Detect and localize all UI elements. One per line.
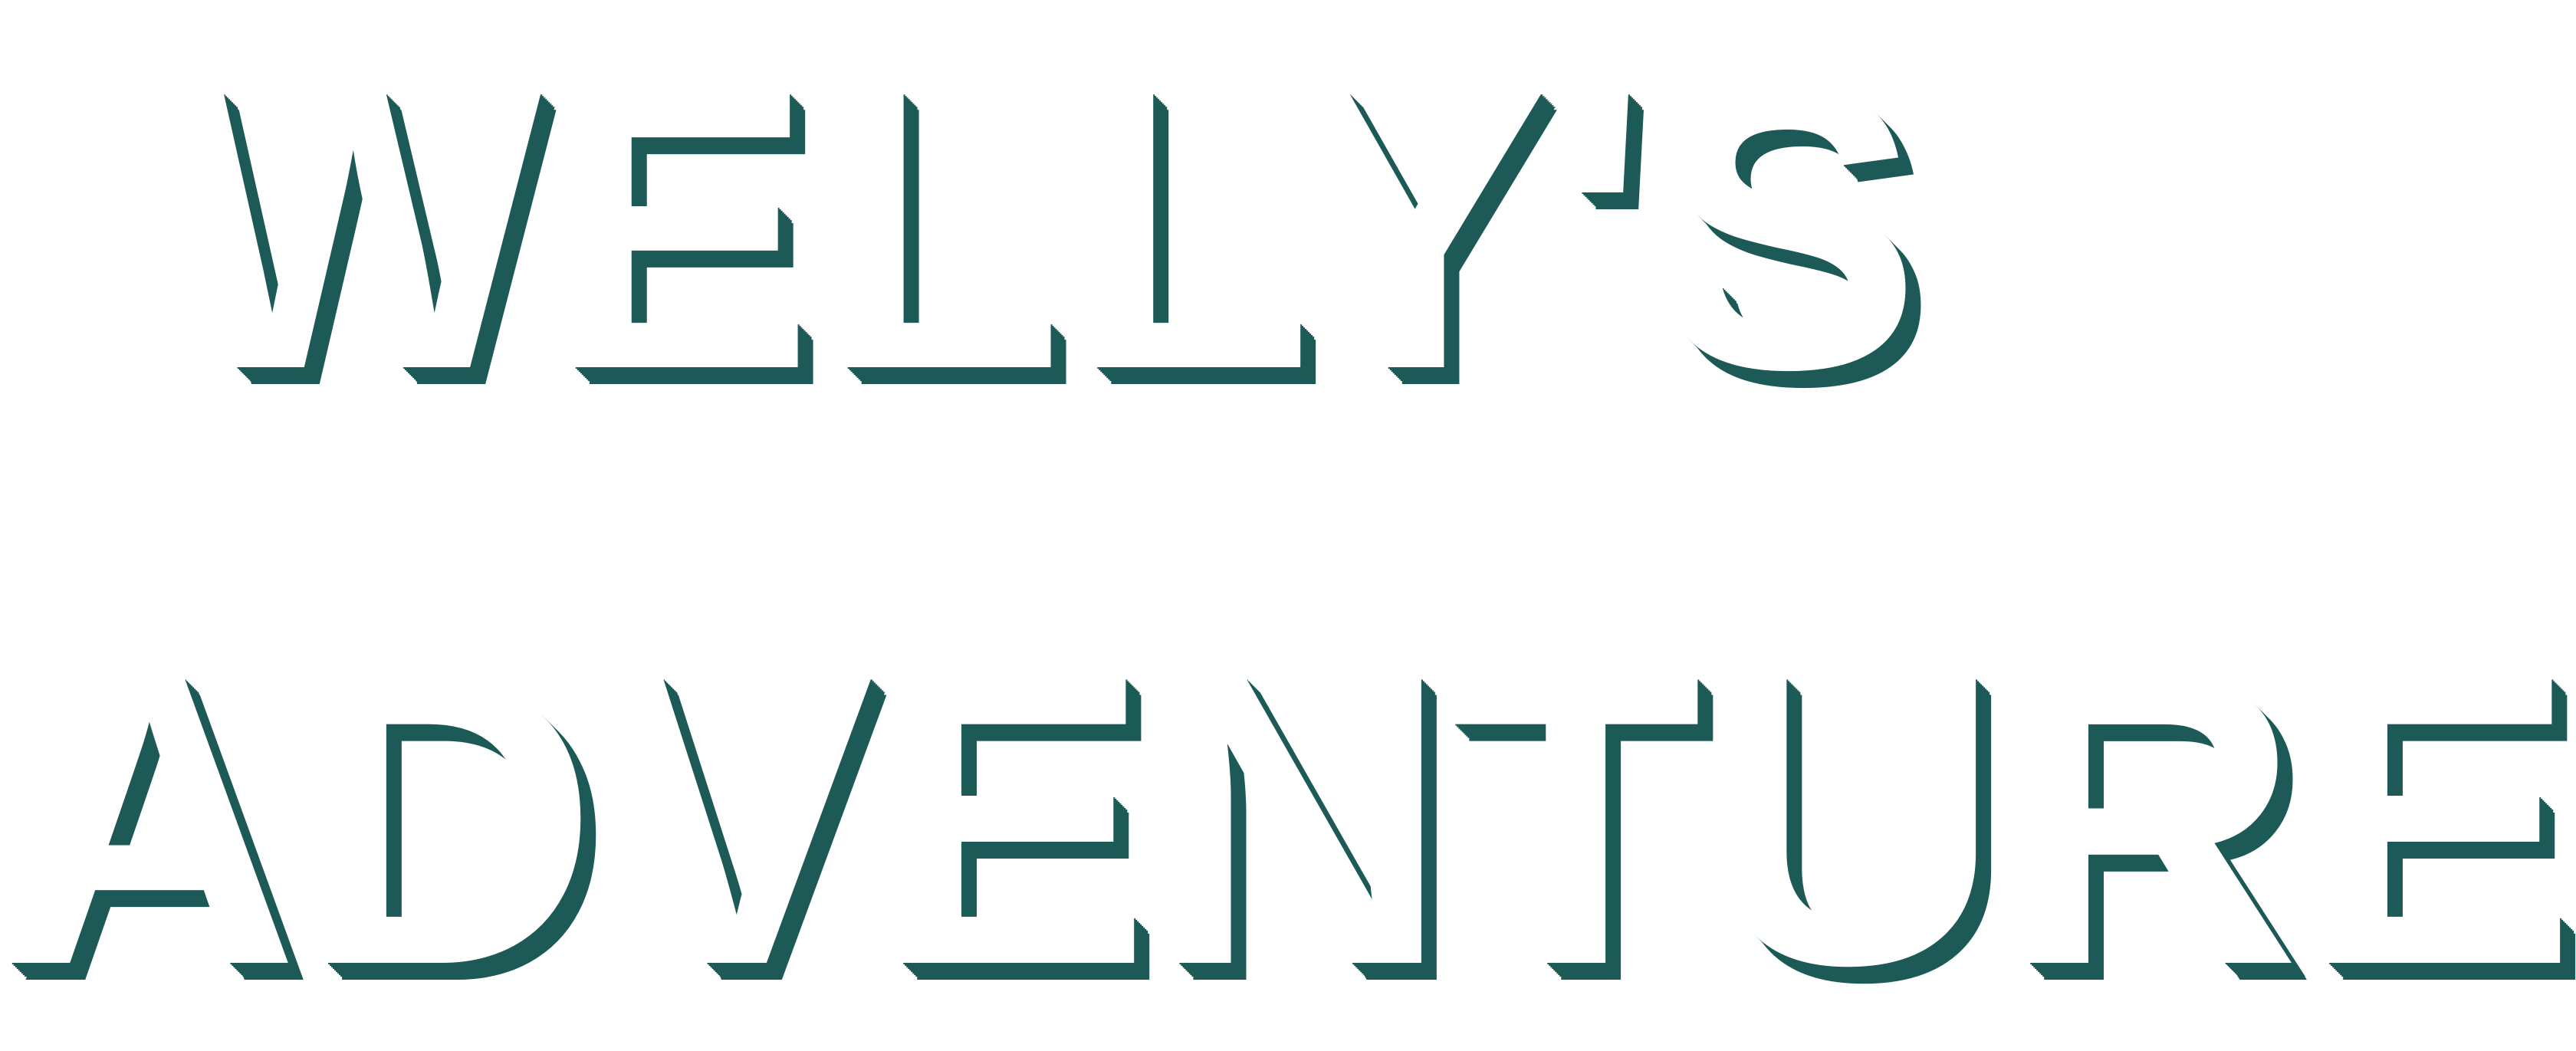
title-line-1: WELLY'S <box>165 7 1927 452</box>
title-line-2: ADVENTURE <box>0 589 2576 1051</box>
